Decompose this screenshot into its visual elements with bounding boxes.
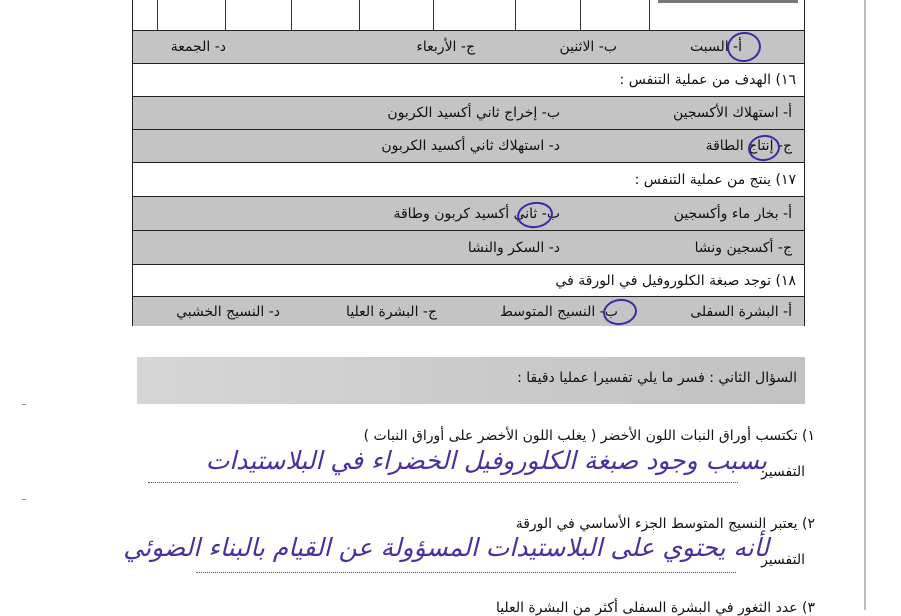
q18-question-row — [133, 264, 804, 296]
q15-option-c[interactable]: ج- الأربعاء — [416, 39, 475, 55]
answer-line-1 — [148, 482, 738, 483]
q18-option-c[interactable]: ج- البشرة العليا — [346, 303, 437, 320]
q17-question-row — [133, 162, 804, 196]
answer-circle-mark — [601, 297, 638, 327]
q16-option-c[interactable]: ج- إنتاج الطاقة — [705, 138, 792, 154]
handwritten-answer-2[interactable]: لأنه يحتوي على البلاستيدات المسؤولة عن القيام بالبناء الضوئي — [123, 533, 769, 562]
section-title: السؤال الثاني : فسر ما يلي تفسيرا عمليا دقيقا : — [517, 370, 797, 386]
answer-circle-mark — [515, 200, 554, 231]
left-edge-mark — [22, 499, 26, 500]
q15-option-a[interactable]: أ- السبت — [689, 39, 742, 55]
q17-option-a[interactable]: أ- بخار ماء وأكسجين — [673, 205, 792, 222]
q17-question: ١٧) ينتج من عملية التنفس : — [634, 171, 796, 188]
q18-option-a[interactable]: أ- البشرة السفلى — [690, 303, 792, 320]
q15-option-d[interactable]: د- الجمعة — [170, 39, 226, 55]
explain-item-3-text: ٣) عدد الثغور في البشرة السفلى أكثر من البشرة العليا — [495, 600, 815, 616]
q15-options-row — [133, 31, 804, 63]
explain-item-2-label: التفسير — [761, 552, 805, 568]
q18-options-row — [133, 296, 804, 326]
answer-circle-mark — [725, 30, 763, 64]
q17-option-c[interactable]: ج- أكسجين ونشا — [694, 239, 792, 256]
handwritten-answer-1[interactable]: بسبب وجود صبغة الكلوروفيل الخضراء في البلاستيدات — [205, 446, 767, 475]
q16-option-b[interactable]: ب- إخراج ثاني أكسيد الكربون — [387, 105, 560, 121]
explain-item-1-text: ١) تكتسب أوراق النبات اللون الأخضر ( يغلب اللون الأخضر على أوراق النبات ) — [363, 428, 815, 444]
q16-options-row-1 — [133, 96, 804, 129]
q16-question: ١٦) الهدف من عملية التنفس : — [619, 72, 796, 88]
left-edge-mark — [22, 404, 26, 405]
explain-item-2-text: ٢) يعتبر النسيج المتوسط الجزء الأساسي في الورقة — [515, 516, 815, 532]
q17-option-b[interactable]: ب- ثاني أكسيد كربون وطاقة — [393, 205, 560, 222]
q16-options-row-2 — [133, 129, 804, 162]
explain-item-1-label: التفسير — [761, 464, 805, 480]
top-cell-row — [133, 0, 804, 31]
answer-line-2 — [196, 572, 736, 573]
q18-option-b[interactable]: ب- النسيج المتوسط — [500, 303, 618, 320]
q18-question: ١٨) توجد صبغة الكلوروفيل في الورقة في — [555, 272, 796, 289]
q17-options-row-2 — [133, 230, 804, 264]
right-edge-line — [864, 0, 866, 610]
q16-option-d[interactable]: د- استهلاك ثاني أكسيد الكربون — [381, 138, 560, 154]
q15-option-b[interactable]: ب- الاثنين — [559, 39, 617, 55]
q18-option-d[interactable]: د- النسيج الخشبي — [176, 303, 280, 320]
mcq-table — [132, 0, 805, 326]
section-header-band — [137, 357, 805, 404]
q17-options-row-1 — [133, 196, 804, 230]
q16-question-row — [133, 63, 804, 96]
q16-option-a[interactable]: أ- استهلاك الأكسجين — [673, 105, 792, 121]
q17-option-d[interactable]: د- السكر والنشا — [467, 239, 560, 256]
